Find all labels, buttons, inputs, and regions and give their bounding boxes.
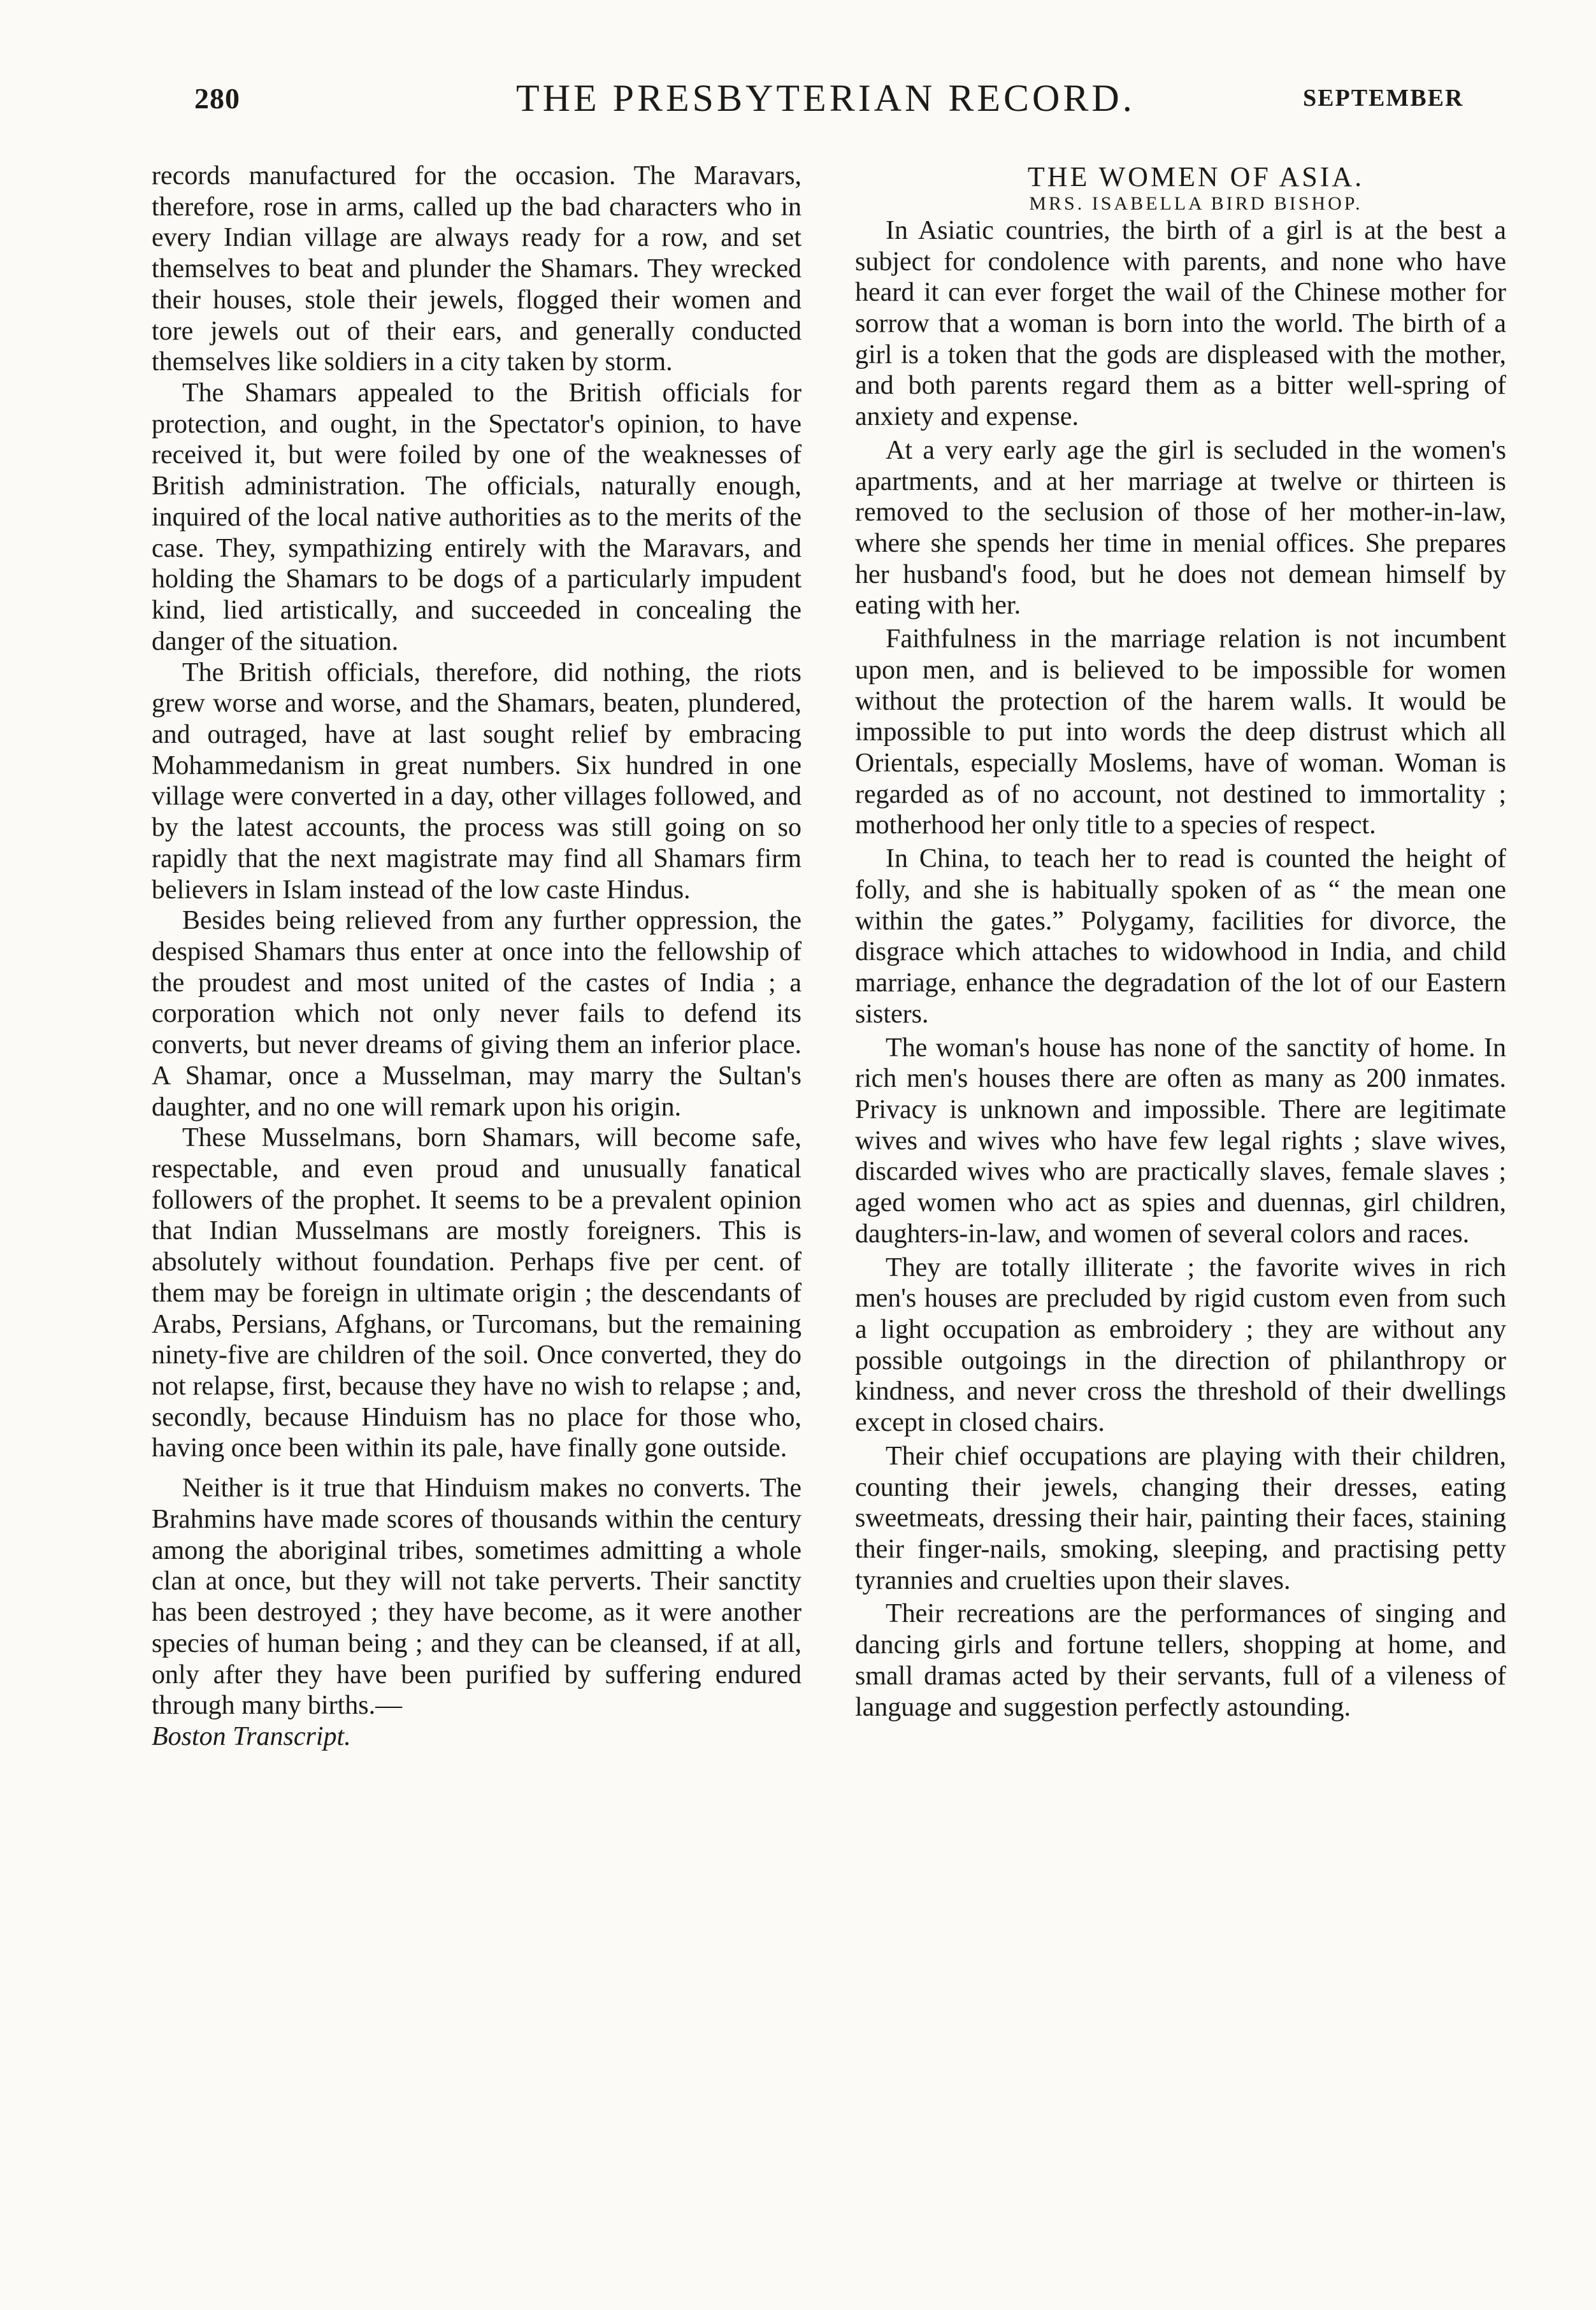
article-byline: MRS. ISABELLA BIRD BISHOP. (1029, 193, 1363, 215)
article-paragraph: Their recreations are the performances of singing and dancing girls and fortune tellers, shopping at home, and small dramas acted by their servants, full of a vileness of language and suggestion perfectly astounding. (855, 1599, 1506, 1722)
source-credit: Boston Transcript. (152, 1721, 351, 1751)
article-paragraph: They are totally illiterate ; the favorite wives in rich men's houses are precluded by rigid custom even from such a light occupation as embroidery ; they are without any possible outgoings in the direction of philanthropy or kindness, and never cross the threshold of their dwellings except in closed chairs. (855, 1252, 1506, 1438)
page-header (0, 77, 1596, 139)
article-paragraph: At a very early age the girl is secluded in the women's apartments, and at her marriage at twelve or thirteen is removed to the seclusion of those of her mother-in-law, where she spends her time in menial offices. She prepares her husband's food, but he does not demean himself by eating with her. (855, 435, 1506, 621)
issue-month: SEPTEMBER (1303, 85, 1464, 111)
article-paragraph: The Shamars appealed to the British officials for protection, and ought, in the Spectator's opinion, to have received it, but were foiled by one of the weaknesses of British administration. The officials, naturally enough, inquired of the local native authorities as to the merits of the case. They, sympathizing entirely with the Maravars, and holding the Shamars to be dogs of a particularly impudent kind, lied artistically, and succeeded in concealing the danger of the situation. (152, 378, 802, 656)
right-column (855, 161, 1506, 1725)
article-paragraph: In Asiatic countries, the birth of a girl is at the best a subject for condolence with parents, and none who have heard it can ever forget the wail of the Chinese mother for sorrow that a woman is born into the world. The birth of a girl is a token that the gods are displeased with the mother, and both parents regard them as a bitter well-spring of anxiety and expense. (855, 215, 1506, 432)
article-paragraph: Their chief occupations are playing with their children, counting their jewels, changing their dresses, eating sweetmeats, dressing their hair, painting their faces, staining their finger-nails, smoking, sleeping, and practising petty tyrannies and cruelties upon their slaves. (855, 1441, 1506, 1595)
left-column (152, 161, 802, 1753)
journal-title: THE PRESBYTERIAN RECORD. (516, 77, 1135, 119)
article-paragraph: In China, to teach her to read is counted the height of folly, and she is habitually spoken of as “ the mean one within the gates.” Polygamy, facilities for divorce, the disgrace which attaches to widowhood in India, and child marriage, enhance the degradation of the lot of our Eastern sisters. (855, 844, 1506, 1029)
article-paragraph: The woman's house has none of the sanctity of home. In rich men's houses there are often as many as 200 inmates. Privacy is unknown and impossible. There are legitimate wives and wives who have few legal rights ; slave wives, discarded wives who are practically slaves, female slaves ; aged women who act as spies and duennas, girl children, daughters-in-law, and women of several colors and races. (855, 1033, 1506, 1249)
article-title: THE WOMEN OF ASIA. (1027, 161, 1365, 192)
article-paragraph: The British officials, therefore, did nothing, the riots grew worse and worse, and the Shamars, beaten, plundered, and outraged, have at last sought relief by embracing Mohammedanism in great numbers. Six hundred in one village were converted in a day, other villages followed, and by the latest accounts, the process was still going on so rapidly that the next magistrate may find all Shamars firm believers in Islam instead of the low caste Hindus. (152, 657, 802, 905)
article-paragraph: records manufactured for the occasion. The Maravars, therefore, rose in arms, called up the bad characters who in every Indian village are always ready for a row, and set themselves to beat and plunder the Shamars. They wrecked their houses, stole their jewels, flogged their women and tore jewels out of their ears, and generally conducted themselves like soldiers in a city taken by storm. (152, 161, 802, 377)
page-number: 280 (194, 82, 240, 115)
article-paragraph: Faithfulness in the marriage relation is not incumbent upon men, and is believed to be impossible for women without the protection of the harem walls. It would be impossible to put into words the deep distrust which all Orientals, especially Moslems, have of woman. Woman is regarded as of no account, not destined to immortality ; motherhood her only title to a species of respect. (855, 624, 1506, 840)
article-paragraph: Neither is it true that Hinduism makes no converts. The Brahmins have made scores of thousands within the century among the aboriginal tribes, sometimes admitting a whole clan at once, but they will not take perverts. Their sanctity has been destroyed ; they have become, as it were another species of human being ; and they can be cleansed, if at all, only after they have been purified by suffering endured through many births.— (152, 1474, 802, 1721)
article-paragraph: These Musselmans, born Shamars, will become safe, respectable, and even proud and unusually fanatical followers of the prophet. It seems to be a prevalent opinion that Indian Musselmans are mostly foreigners. This is absolutely without foundation. Perhaps five per cent. of them may be foreign in ultimate origin ; the descendants of Arabs, Persians, Afghans, or Turcomans, but the remaining ninety-five are children of the soil. Once converted, they do not relapse, first, because they have no wish to relapse ; and, secondly, because Hinduism has no place for those who, having once been within its pale, have finally gone outside. (152, 1123, 802, 1463)
article-paragraph: Besides being relieved from any further oppression, the despised Shamars thus enter at once into the fellowship of the proudest and most united of the castes of India ; a corporation which not only never fails to defend its converts, but never dreams of giving them an inferior place. A Shamar, once a Musselman, may marry the Sultan's daughter, and no one will remark upon his origin. (152, 906, 802, 1122)
